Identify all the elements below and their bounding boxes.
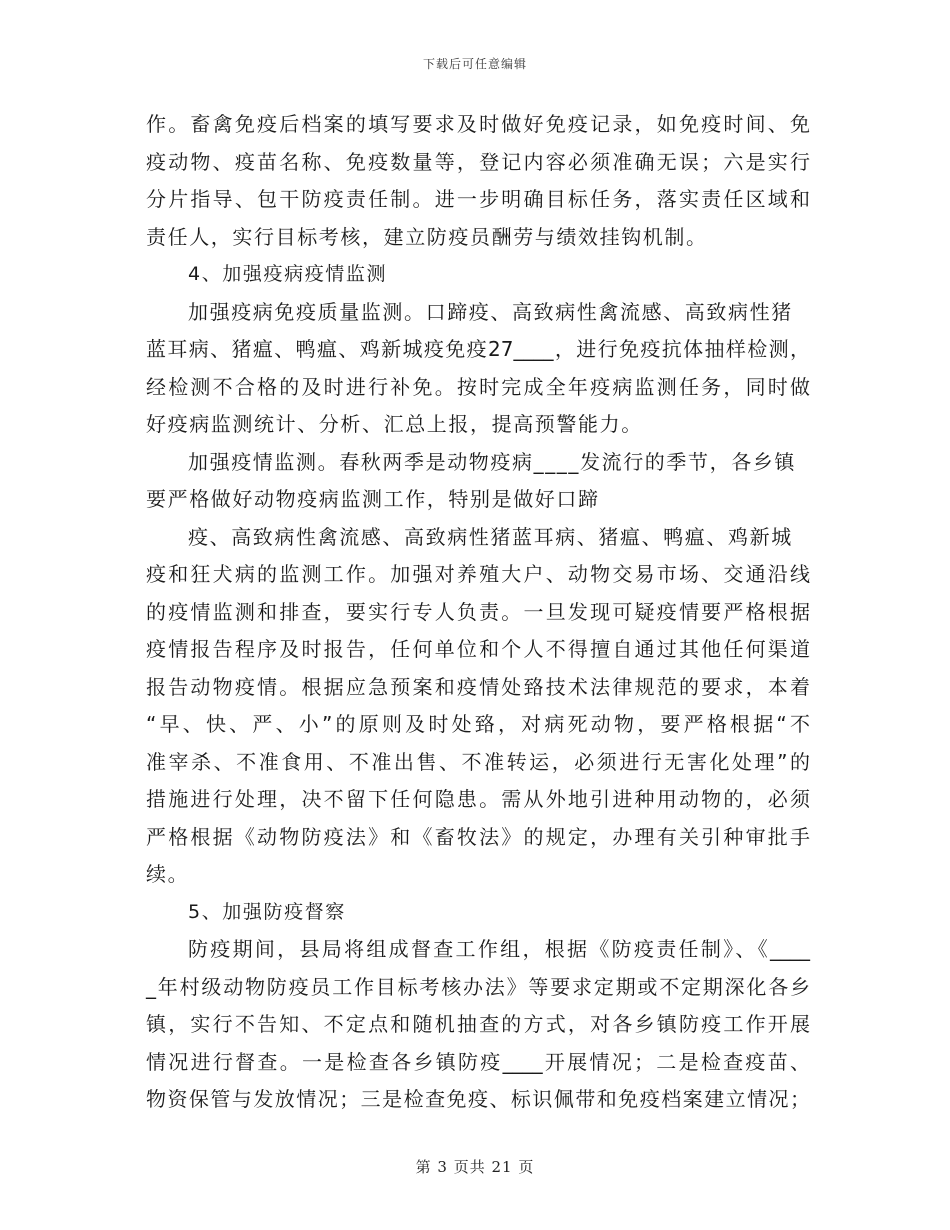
paragraph-line: 疫动物、疫苗名称、免疫数量等，登记内容必须准确无误；六是实行	[146, 149, 810, 174]
paragraph-line: 作。畜禽免疫后档案的填写要求及时做好免疫记录，如免疫时间、免	[146, 112, 810, 136]
page-header: 下载后可任意编辑	[422, 57, 527, 71]
paragraph-line: 蓝耳病、猪瘟、鸭瘟、鸡新城疫免疫27____，进行免疫抗体抽样检测，	[146, 337, 810, 361]
paragraph-line: 加强疫情监测。春秋两季是动物疫病____发流行的季节，各乡镇	[188, 449, 796, 474]
paragraph-line: 物资保管与发放情况；三是检查免疫、标识佩带和免疫档案建立情况；	[146, 1087, 810, 1111]
paragraph-line: 好疫病监测统计、分析、汇总上报，提高预警能力。	[146, 412, 643, 436]
paragraph-line: 严格根据《动物防疫法》和《畜牧法》的规定，办理有关引种审批手	[146, 824, 810, 849]
paragraph-line: 情况进行督查。一是检查各乡镇防疫____开展情况；二是检查疫苗、	[146, 1049, 810, 1074]
paragraph-line: 分片指导、包干防疫责任制。进一步明确目标任务，落实责任区域和	[146, 187, 810, 211]
paragraph-line: 疫、高致病性禽流感、高致病性猪蓝耳病、猪瘟、鸭瘟、鸡新城	[188, 524, 793, 549]
page-number: 第 3 页共 21 页	[415, 1158, 535, 1176]
paragraph-line: 准宰杀、不准食用、不准出售、不准转运，必须进行无害化处理”的	[146, 749, 810, 774]
paragraph-line: 疫和狂犬病的监测工作。加强对养殖大户、动物交易市场、交通沿线	[146, 562, 810, 586]
paragraph-line: 要严格做好动物疫病监测工作，特别是做好口蹄	[146, 487, 600, 511]
paragraph-line: “早、快、严、小”的原则及时处臵，对病死动物，要严格根据“不	[146, 712, 810, 736]
paragraph-line: 的疫情监测和排查，要实行专人负责。一旦发现可疑疫情要严格根据	[146, 599, 810, 624]
paragraph-line: _年村级动物防疫员工作目标考核办法》等要求定期或不定期深化各乡	[146, 974, 810, 999]
paragraph-line: 经检测不合格的及时进行补免。按时完成全年疫病监测任务，同时做	[146, 374, 810, 399]
paragraph-line: 镇，实行不告知、不定点和随机抽查的方式，对各乡镇防疫工作开展	[146, 1012, 810, 1036]
section-heading-4: 4、加强疫病疫情监测	[188, 263, 388, 285]
document-body	[146, 106, 810, 1119]
paragraph-line: 疫情报告程序及时报告，任何单位和个人不得擅自通过其他任何渠道	[146, 637, 810, 661]
section-heading-5: 5、加强防疫督察	[188, 900, 346, 923]
paragraph-line: 防疫期间，县局将组成督查工作组，根据《防疫责任制》、《____	[188, 937, 810, 961]
paragraph-line: 加强疫病免疫质量监测。口蹄疫、高致病性禽流感、高致病性猪	[188, 299, 793, 324]
paragraph-line: 责任人，实行目标考核，建立防疫员酬劳与绩效挂钩机制。	[146, 224, 708, 249]
paragraph-line: 措施进行处理，决不留下任何隐患。需从外地引进种用动物的，必须	[146, 787, 810, 811]
paragraph-line: 续。	[146, 862, 190, 886]
paragraph-line: 报告动物疫情。根据应急预案和疫情处臵技术法律规范的要求，本着	[146, 674, 810, 699]
